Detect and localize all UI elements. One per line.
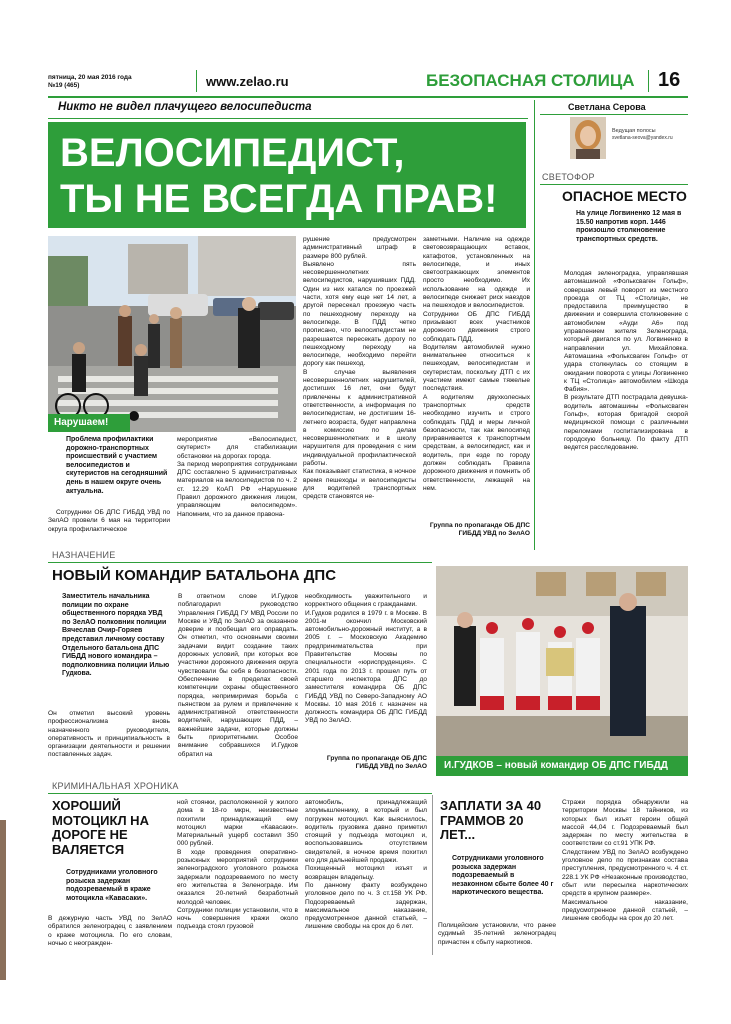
kicker-rule [48, 118, 528, 119]
svetofor-rule [540, 184, 688, 185]
svetofor-headline: ОПАСНОЕ МЕСТО [562, 188, 687, 204]
pay-col1: Полицейские установили, что ранее судимый 35-летний зеленоградец причастен к сбыту наркотиков. [438, 922, 556, 946]
masthead-separator-2 [648, 70, 649, 92]
svetofor-body: Молодая зеленоградка, управлявшая автомашиной «Фольксваген Гольф», совершая левый поворот из местного проезда от ТЦ «Столица», не предоставила преимущество в движении и совершила столкновение с автомобилем «Ауди А6» под управлением жителя Зеленограда, который двигался по ул. Логвиненко в направлении ул. Михайловка. Автомашина «Фольксваген Гольф» от удара столкнулась со стоящим в ожидании поворота с улицы Логвиненко к ТЦ «Столица» автомобилем «Шкода Фабия». В результате ДТП пострадала девушка-водитель автомашины «Фольксваген Гольф», которая бригадой скорой медицинской помощи с различными переломами госпитализирована в городскую больницу. По факту ДТП ведется расследование. [564, 270, 688, 452]
issue-date: пятница, 20 мая 2016 года [48, 74, 132, 81]
sidebar-divider [534, 100, 535, 550]
moto-col1: В дежурную часть УВД по ЗелАО обратился зеленоградец с заявлением о краже мотоцикла. По его словам, ночью с неогражден- [48, 915, 172, 947]
issue-number: №19 (465) [48, 82, 80, 89]
commander-signature: Группа по пропаганде ОБ ДПС ГИБДД УВД по ЗелАО [326, 755, 427, 771]
cycle-lead: Проблема профилактики дорожно-транспортных происшествий с участием велосипедистов и скутеристов на сегодняшний день в нашем округе очень актуальна. [66, 436, 168, 495]
headline-box [48, 122, 526, 228]
page-number: 16 [658, 69, 681, 91]
crime-divider [432, 795, 433, 955]
commander-col2: В ответном слове И.Гудков поблагодарил руководство Управления ГИБДД ГУ МВД России по Москве и УВД по ЗелАО за оказанное доверие и пообещал его оправдать. Он отметил, что основными своими задачами видит создание таких дорожных условий, при которых все участники дорожного движения округа чувствовали бы себя в безопасности. Обеспечение в пределах своей компетенции охраны общественного порядка, непримиримая борьба с пьянством за рулем и привлечение к административной ответственности водителей, нарушающих ПДД, – важнейшие задачи, которые должны быть приоритетными. Особое внимание собравшихся И.Гудков обратил на [178, 593, 298, 758]
crime-rule [48, 793, 432, 794]
masthead-separator [196, 70, 197, 92]
commander-headline: НОВЫЙ КОМАНДИР БАТАЛЬОНА ДПС [52, 567, 337, 584]
moto-headline: ХОРОШИЙ МОТОЦИКЛ НА ДОРОГЕ НЕ ВАЛЯЕТСЯ [52, 798, 149, 857]
cycle-col4: заметными. Наличие на одежде световозвращающих вставок, катафотов, установленных на велосипеде, и иных светоотражающих элементов просто необходимо. Их использование на одежде и велосипеде снижает риск наездов на пешеходов и велосипедистов. Сотрудники ОБ ДПС ГИБДД призывают всех участников дорожного движения строго соблюдать ПДД. Водителям автомобилей нужно внимательнее относиться к пешеходам, велосипедистам и скутеристам, поскольку ДТП с их участием имеют самые тяжелые последствия. А водителям двухколесных транспортных средств необходимо изучить и строго соблюдать ПДД и меры личной безопасности, так как велосипед приравнивается к транспортным средствам, а велосипедист, как и водитель, при езде по городу должен соблюдать Правила дорожного движения и помнить об ответственности, лежащей на нем. [423, 236, 530, 492]
pay-lead: Сотрудниками уголовного розыска задержан подозреваемый в незаконном сбыте более 40 г наркотического вещества. [452, 855, 554, 897]
columnist-role: Ведущая полосы [612, 128, 656, 134]
pay-col2: Стражи порядка обнаружили на территории Москвы 18 тайников, из которых был изъят героин общей массой 44,04 г. Подозреваемый был задержан по месту жительства в соответствии со ст.91 УПК РФ. Следствием УВД по ЗелАО возбуждено уголовное дело по признакам состава преступления, предусмотренного ч. 4 ст. 228.1 УК РФ «Незаконные производство, сбыт или пересылка наркотических средств в крупном размере». Максимальное наказание, предусмотренное данной статьей, – лишение свободы на срок до 20 лет. [562, 799, 688, 923]
appointment-rule [48, 562, 432, 563]
pay-headline: ЗАПЛАТИ ЗА 40 ГРАММОВ 20 ЛЕТ... [440, 798, 542, 842]
commander-col1-tail: Он отметил высокий уровень профессионализма вновь назначенного руководителя, оперативность и принципиальность в организации деятельности и решении поставленных задач. [48, 710, 170, 759]
columnist-rule [540, 114, 688, 115]
headline-line-1: ВЕЛОСИПЕДИСТ, [60, 131, 405, 175]
appointment-tag: НАЗНАЧЕНИЕ [52, 550, 116, 560]
commander-photo [436, 566, 688, 776]
cycle-col1-tail: Сотрудники ОБ ДПС ГИБДД УВД по ЗелАО провели 6 мая на территории округа профилактическое [48, 509, 170, 533]
svetofor-lead: На улице Логвиненко 12 мая в 15.50 напротив корп. 1446 произошло столкновение транспортных средств. [576, 210, 682, 243]
moto-col3: автомобиль, принадлежащий злоумышленнику, в который и был погружен мотоцикл. Как выяснилось, водитель грузовика давно приметил стоящий у подъезда мотоцикл и, воспользовавшись отсутствием свидетелей, в ночное время похитил его для дальнейшей продажи. Похищенный мотоцикл изъят и возвращен владельцу. По данному факту возбуждено уголовное дело по ч. 3 ст.158 УК РФ. Подозреваемый задержан, максимальное наказание, предусмотренное данной статьей, – лишение свободы на срок до 6 лет. [305, 799, 427, 931]
moto-col2: ной стоянки, расположенной у жилого дома в 18-го мкрн, неизвестные похитили принадлежащий ему мотоцикл марки «Кавасаки». Материальный ущерб составил 350 000 рублей. В ходе проведения оперативно-розыскных мероприятий сотрудники зеленоградского уголовного розыска задержали подозреваемого по месту его жительства в Зеленограде. Им оказался 20-летний безработный молодой человек. Сотрудники полиции установили, что в ночь совершения кражи около подъезда стоял грузовой [177, 799, 298, 931]
page-edge-sliver [0, 820, 6, 980]
commander-lead: Заместитель начальника полиции по охране общественного порядка УВД по ЗелАО полковник полиции Вячеслав Очир-Горяев представил личному составу Отдельного батальона ДПС ГИБДД нового командира – подполковника полиции Илью Гудкова. [62, 593, 170, 678]
article-kicker: Никто не видел плачущего велосипедиста [58, 101, 312, 113]
cycle-col3: рушение предусмотрен административный штраф в размере 800 рублей. Выявлено пять несовершеннолетних велосипедистов, нарушивших ПДД. Один из них катался по проезжей части, хотя ему еще нет 14 лет, а другой пересекал проезжую часть по пешеходному переходу на велосипеде. В ПДД четко прописано, что велосипедистам не разрешается пересекать дорогу по пешеходному переходу на велосипеде, необходимо перейти дорогу как пешеход. В случае выявления несовершеннолетних нарушителей, достигших 16 лет, они будут привлечены к административной ответственности, а информация по велосипедистам, не достигшим 16-летнего возраста, будет направлена в комиссию по делам несовершеннолетних и в школу нарушителя для проведения с ним индивидуальной профилактической работы. Как показывает статистика, в ночное время пешеходы и велосипедисты для водителей транспортных средств становятся не- [303, 236, 416, 501]
masthead [48, 70, 688, 96]
moto-lead: Сотрудниками уголовного розыска задержан подозреваемый в краже мотоцикла «Кавасаки». [66, 869, 158, 902]
cycle-signature: Группа по пропаганде ОБ ДПС ГИБДД УВД по ЗелАО [429, 522, 530, 538]
headline-line-2: ТЫ НЕ ВСЕГДА ПРАВ! [60, 177, 498, 221]
avatar-image [570, 117, 606, 159]
masthead-rule [48, 96, 688, 98]
section-title: БЕЗОПАСНАЯ СТОЛИЦА [426, 71, 635, 90]
svetofor-tag: СВЕТОФОР [542, 172, 595, 182]
crosswalk-photo-image [48, 236, 296, 432]
crosswalk-photo [48, 236, 296, 432]
columnist-name: Светлана Серова [568, 102, 646, 112]
photo-caption: Нарушаем! [48, 414, 130, 432]
site-url[interactable]: www.zelao.ru [206, 74, 289, 89]
cycle-col2: мероприятие «Велосипедист, скутерист» для стабилизации обстановки на дорогах города. За период мероприятия сотрудниками ДПС составлено 5 административных материалов на велосипедистов по ч. 2 ст. 12.29 КоАП РФ «Нарушение Правил дорожного движения лицом, управляющим велосипедом». Напомним, что за данное правона- [177, 436, 297, 518]
commander-col3: необходимость уважительного и корректного общения с гражданами. И.Гудков родился в 1979 г. в Москве. В 2001-м окончил Московский автомобильно-дорожный институт, а в 2005 г. – Московскую Академию предпринимательства при Правительстве Москвы по специальности «юриспруденция». С 2001 года по 2013 г. прошел путь от старшего инспектора ДПС до заместителя командира ОБ ДПС ГИБДД УВД по Северо-Западному АО Москвы. 10 мая 2016 г. назначен на должность командира ОБ ДПС ГИБДД УВД по ЗелАО. [305, 593, 427, 725]
commander-photo-image [436, 566, 688, 776]
crime-tag: КРИМИНАЛЬНАЯ ХРОНИКА [52, 781, 179, 791]
commander-photo-caption: И.ГУДКОВ – новый командир ОБ ДПС ГИБДД [436, 756, 688, 776]
columnist-email[interactable]: svetlana-seova@yandex.ru [612, 135, 673, 141]
columnist-avatar [570, 117, 606, 159]
